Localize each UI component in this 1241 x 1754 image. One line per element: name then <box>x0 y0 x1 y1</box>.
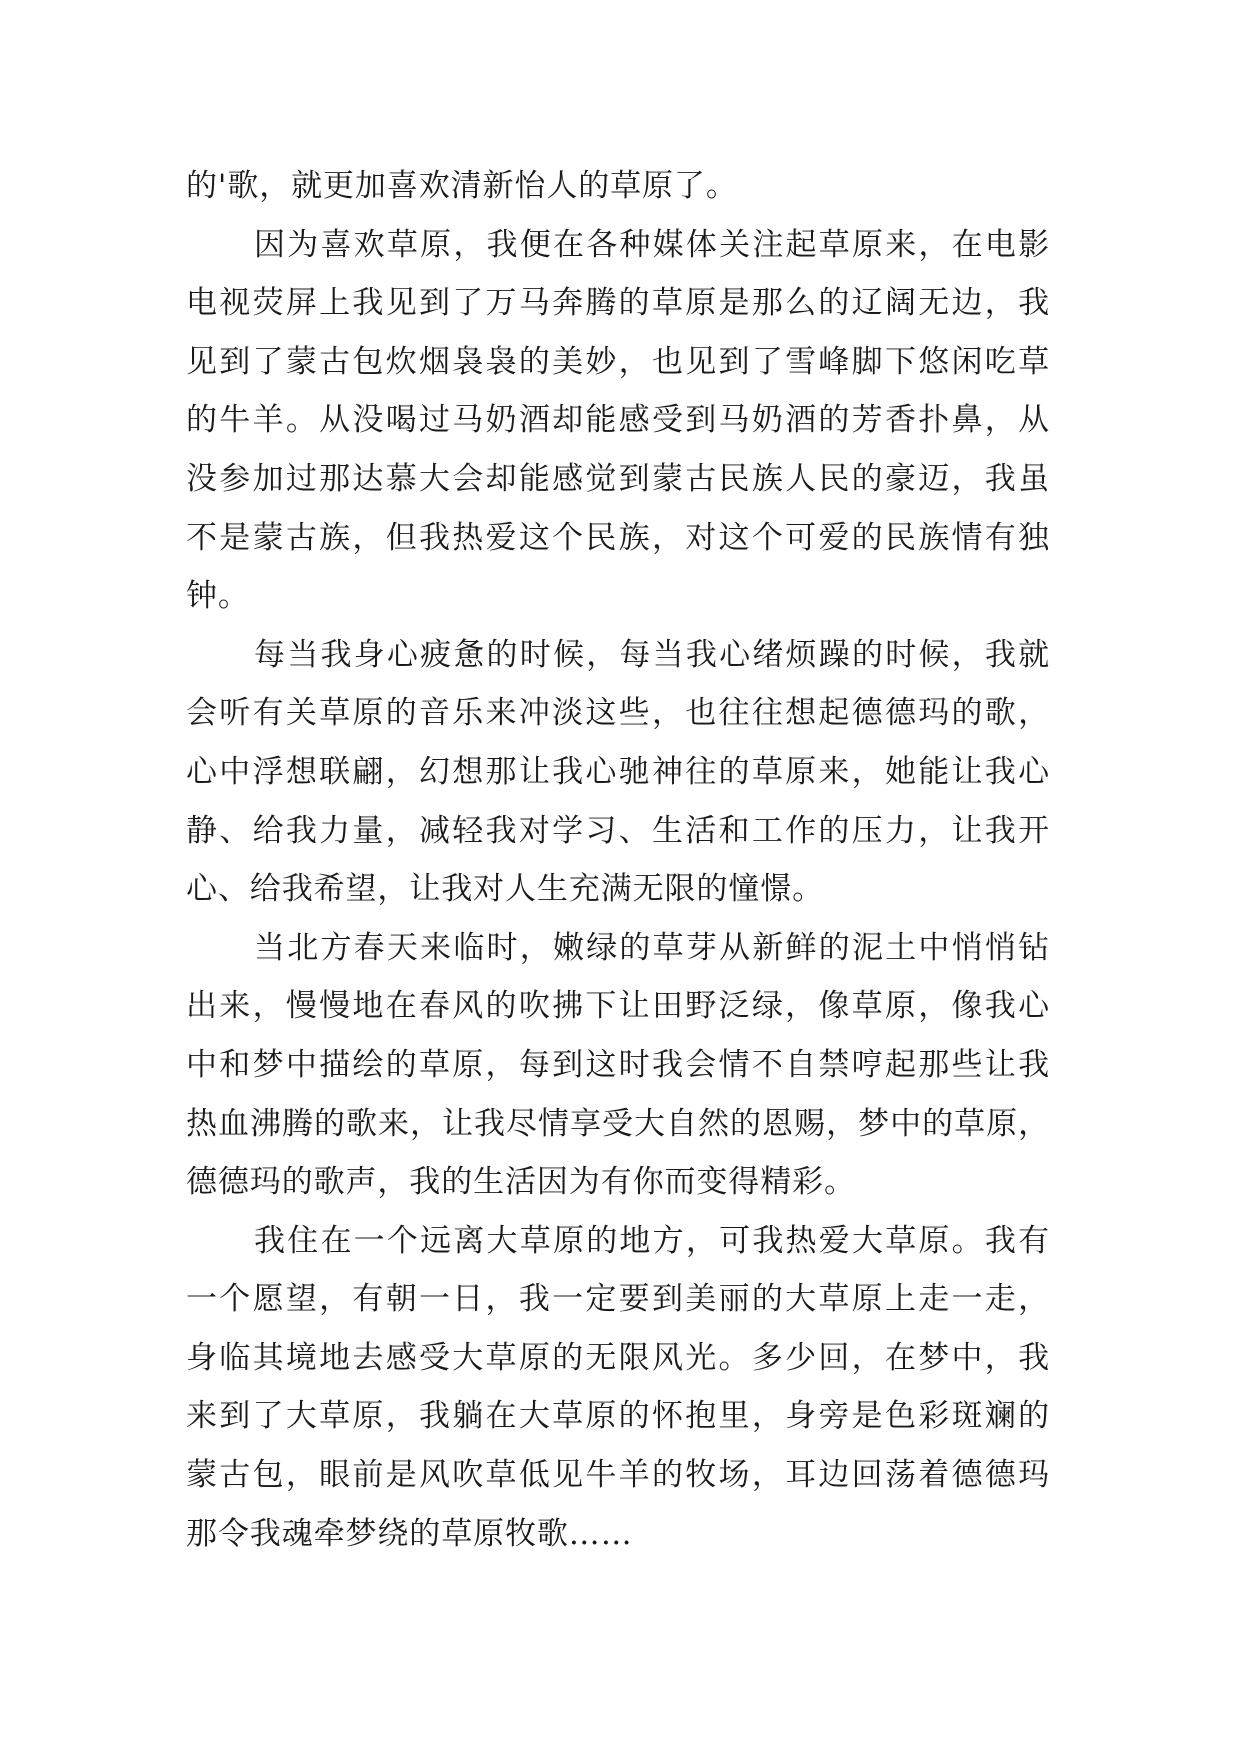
text-line: 身临其境地去感受大草原的无限风光。多少回，在梦中，我 <box>186 1339 1050 1376</box>
text-line: 不是蒙古族，但我热爱这个民族，对这个可爱的民族情有独 <box>186 519 1050 556</box>
text-line: 的'歌，就更加喜欢清新怡人的草原了。 <box>186 168 738 204</box>
text-line: 因为喜欢草原，我便在各种媒体关注起草原来，在电影 <box>254 226 1050 263</box>
text-line: 见到了蒙古包炊烟袅袅的美妙，也见到了雪峰脚下悠闲吃草 <box>186 343 1050 380</box>
body-text <box>186 157 1050 1563</box>
text-line: 会听有关草原的音乐来冲淡这些，也往往想起德德玛的歌， <box>186 695 1050 732</box>
text-line: 的牛羊。从没喝过马奶酒却能感受到马奶酒的芳香扑鼻，从 <box>186 402 1050 439</box>
text-line: 我住在一个远离大草原的地方，可我热爱大草原。我有 <box>254 1222 1050 1259</box>
text-line: 没参加过那达慕大会却能感觉到蒙古民族人民的豪迈，我虽 <box>186 460 1050 497</box>
text-line: 心中浮想联翩，幻想那让我心驰神往的草原来，她能让我心 <box>186 753 1050 790</box>
text-line: 中和梦中描绘的草原，每到这时我会情不自禁哼起那些让我 <box>186 1046 1050 1083</box>
text-line: 心、给我希望，让我对人生充满无限的憧憬。 <box>186 871 824 908</box>
text-line: 钟。 <box>186 578 250 615</box>
text-line: 每当我身心疲惫的时候，每当我心绪烦躁的时候，我就 <box>254 636 1050 673</box>
text-line: 德德玛的歌声，我的生活因为有你而变得精彩。 <box>186 1164 856 1201</box>
text-line: 出来，慢慢地在春风的吹拂下让田野泛绿，像草原，像我心 <box>186 988 1050 1025</box>
text-line: 一个愿望，有朝一日，我一定要到美丽的大草原上走一走， <box>186 1281 1050 1318</box>
text-line: 来到了大草原，我躺在大草原的怀抱里，身旁是色彩斑斓的 <box>186 1398 1050 1435</box>
text-line: 蒙古包，眼前是风吹草低见牛羊的牧场，耳边回荡着德德玛 <box>186 1457 1050 1494</box>
text-line: 当北方春天来临时，嫩绿的草芽从新鲜的泥土中悄悄钻 <box>254 929 1050 966</box>
text-line: 那令我魂牵梦绕的草原牧歌…… <box>186 1515 633 1552</box>
text-line: 电视荧屏上我见到了万马奔腾的草原是那么的辽阔无边，我 <box>186 285 1050 322</box>
text-line: 热血沸腾的歌来，让我尽情享受大自然的恩赐，梦中的草原， <box>186 1105 1050 1142</box>
text-line: 静、给我力量，减轻我对学习、生活和工作的压力，让我开 <box>186 812 1050 849</box>
